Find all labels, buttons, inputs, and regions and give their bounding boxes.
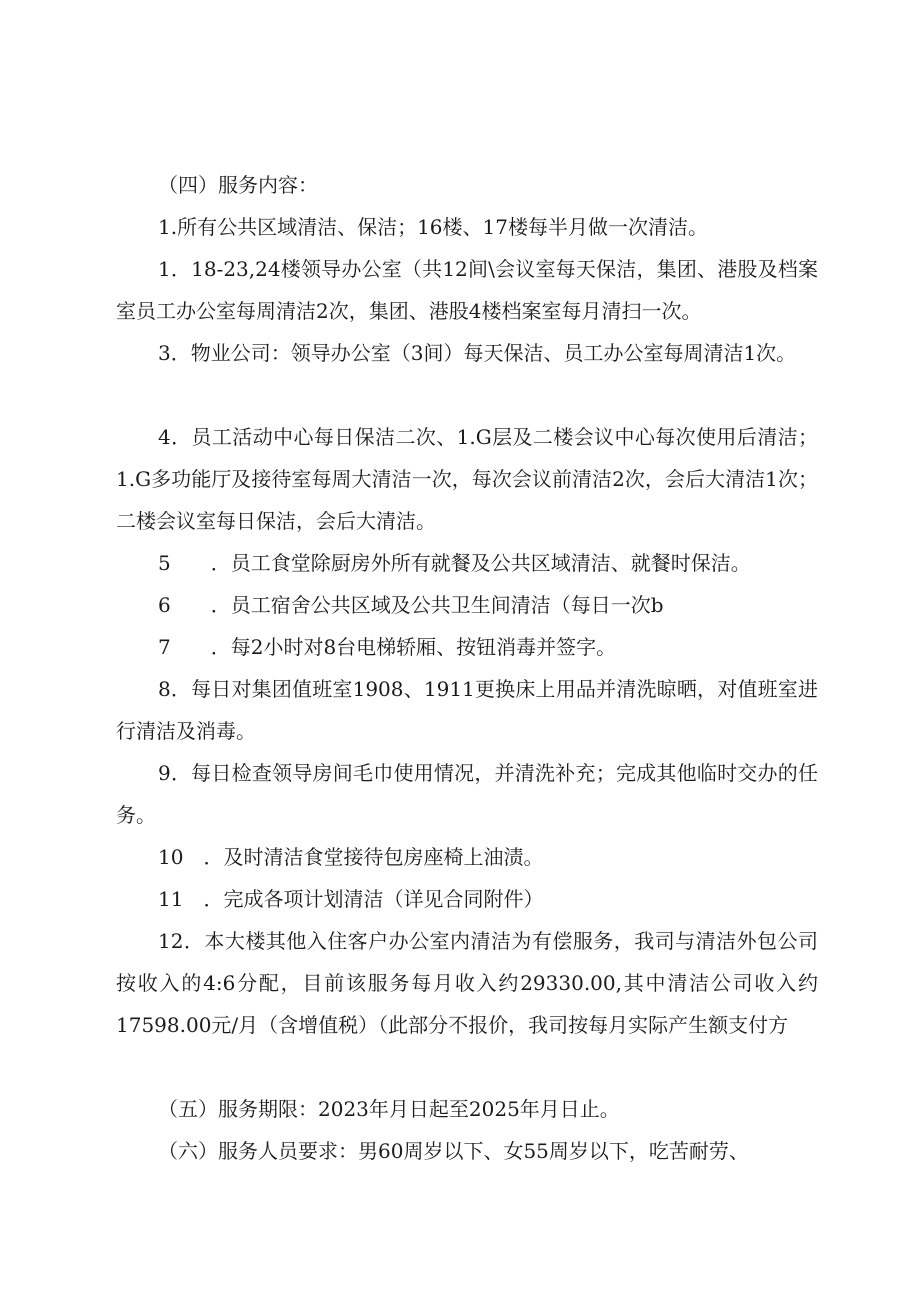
list-item: 5 ．员工食堂除厨房外所有就餐及公共区域清洁、就餐时保洁。 <box>158 551 751 575</box>
list-item: 4．员工活动中心每日保洁二次、1.G层及二楼会议中心每次使用后清洁；1.G多功能厅及接待室每周大清洁一次，每次会议前清洁2次，会后大清洁1次；二楼会议室每日保洁，会后大清洁。 <box>116 425 818 533</box>
section-heading-staff-requirements: （六）服务人员要求：男60周岁以下、女55周岁以下，吃苦耐劳、 <box>158 1139 749 1163</box>
list-item: 6 ．员工宿舍公共区域及公共卫生间清洁（每日一次b <box>158 593 664 617</box>
list-item: 1．18-23,24楼领导办公室（共12间\会议室每天保洁，集团、港股及档案室员工办公室每周清洁2次，集团、港股4楼档案室每月清扫一次。 <box>116 257 818 323</box>
list-item: 12．本大楼其他入住客户办公室内清洁为有偿服务，我司与清洁外包公司按收入的4:6分配，目前该服务每月收入约29330.00,其中清洁公司收入约17598.00元/月（含增值税）（此部分不报价，我司按每月实际产生额支付方 <box>116 929 818 1037</box>
list-item: 1.所有公共区域清洁、保洁；16楼、17楼每半月做一次清洁。 <box>158 215 708 239</box>
list-item: 8．每日对集团值班室1908、1911更换床上用品并清洗晾晒，对值班室进行清洁及消毒。 <box>116 677 818 743</box>
section-heading-service-content: （四）服务内容： <box>158 173 318 197</box>
list-item: 11 ．完成各项计划清洁（详见合同附件） <box>158 887 544 911</box>
section-heading-service-period: （五）服务期限：2023年月日起至2025年月日止。 <box>158 1097 620 1121</box>
list-item: 10 ．及时清洁食堂接待包房座椅上油渍。 <box>158 845 544 869</box>
list-item: 9．每日检查领导房间毛巾使用情况，并清洗补充；完成其他临时交办的任务。 <box>116 761 818 827</box>
list-item: 7 ．每2小时对8台电梯轿厢、按钮消毒并签字。 <box>158 635 617 659</box>
list-item: 3．物业公司：领导办公室（3间）每天保洁、员工办公室每周清洁1次。 <box>158 341 797 365</box>
